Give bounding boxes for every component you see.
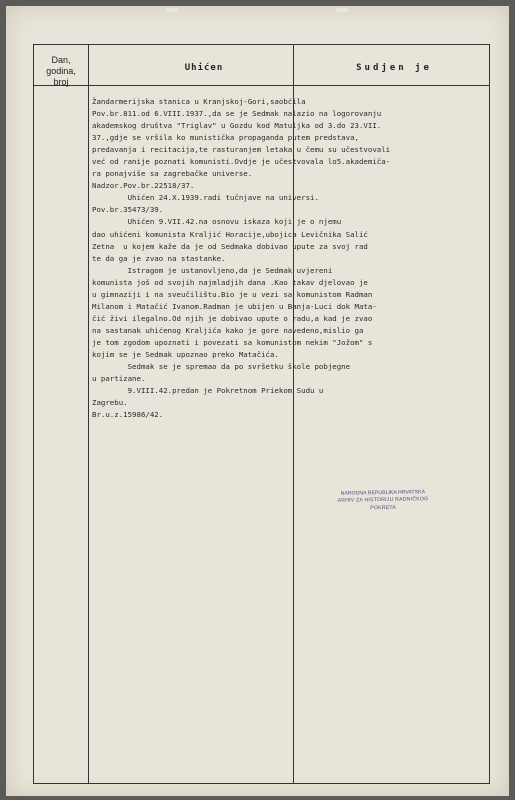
stamp-line-2: ARHIV ZA HISTORIJU RADNIČKOG POKRETA	[337, 496, 429, 511]
document-page	[6, 6, 509, 796]
typed-record-text: Žandarmerijska stanica u Kranjskoj-Gori,saobćila Pov.br.811.od 6.VIII.1937.,da se je Sedmak nalazio na logorovanju akademskog društva "Triglav" u Gozdu kod Matuljka od 3.do 23.VII. 37.,gdje se vršila ko munistička propaganda putem predstava, predavanja i recitacija,te rasturanjem letaka u čemu su učestvovali već od ranije poznati komunisti.Ovdje je učestvovala lo5.akademiča- ra ponajviše sa zagrebačke universe. Nadzor.Pov.br.22518/37. Uhićen 24.X.1939.radi tučnjave na universi. Pov.br.35473/39. Uhićen 9.VII.42.na osnovu iskaza koji je o njemu dao uhićeni komunista Kraljić Horacije,ubojica Levičnika Salić Zetna u kojem kaže da je od Sedmaka dobivao upute za svoj rad te da ga je zvao na stastanke. Istragom je ustanovljeno,da je Sedmak uvjereni komunista još od svojih najmladjih dana .Kao takav djelovao je u gimnaziji i na sveučilištu.Bio je u vezi sa komunistom Radman Milanom i Matačić Ivanom.Radman je ubijen u Banja-Luci dok Mata- čić živi ilegalno.Od njih je dobivao upute o radu,a kad je zvao na sastanak uhićenog Kraljića kako je gore navedeno,mislio ga je tom zgodom upoznati i povezati sa komunistom nekim "Jožom" s kojim se je Sedmak upoznao preko Matačića. Sedmak se je spremao da po svršetku škole pobjegne u partizane. 9.VIII.42.predan je Pokretnom Priekom Sudu u Zagrebu. Br.u.z.15986/42.	[92, 97, 391, 420]
header-date-column: Dan, godina, broj	[46, 55, 76, 87]
archive-stamp	[324, 489, 442, 513]
header-arrested-column: Uhićen	[184, 63, 224, 73]
stamp-line-1: NARODNA REPUBLIKA HRVATSKA	[340, 489, 426, 497]
punch-mark	[166, 8, 178, 12]
header-sentenced-column: Sudjen je	[356, 63, 432, 73]
header-rule	[34, 85, 489, 86]
punch-mark	[336, 8, 348, 12]
column-divider-date	[88, 45, 89, 783]
